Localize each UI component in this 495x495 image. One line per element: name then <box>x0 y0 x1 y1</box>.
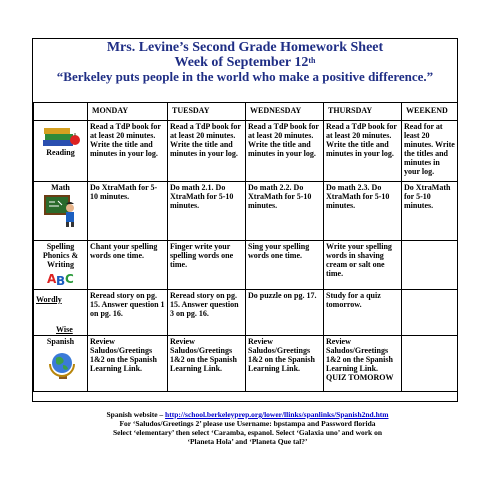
column-header-monday: MONDAY <box>88 103 168 121</box>
cell-spelling-weekend <box>402 241 458 290</box>
subject-label: Math <box>51 183 70 192</box>
cell-reading-thursday: Read a TdP book for at least 20 minutes. Write the title and minutes in your log. <box>324 121 402 182</box>
school-motto: “Berkeley puts people in the world who make a positive difference.” <box>56 69 434 84</box>
svg-text:C: C <box>64 272 74 286</box>
subject-cell-spelling <box>34 241 88 290</box>
cell-reading-tuesday: Read a TdP book for at least 20 minutes. Write the title and minutes in your log. <box>168 121 246 182</box>
abc-blocks-icon <box>46 271 76 287</box>
subject-label: Reading <box>46 148 75 157</box>
footer-line-1 <box>20 410 475 419</box>
cell-reading-weekend: Read for at least 20 minutes. Write the titles and minutes in your log. <box>402 121 458 182</box>
title-block <box>33 39 457 101</box>
week-suffix: th <box>308 56 316 65</box>
subject-cell-spanish <box>34 336 88 392</box>
cell-spanish-tuesday: Review Saludos/Greetings 1&2 on the Spanish Learning Link. <box>168 336 246 392</box>
column-header-weekend: WEEKEND <box>402 103 458 121</box>
homework-sheet <box>32 38 458 402</box>
cell-spelling-tuesday: Finger write your spelling words one time. <box>168 241 246 290</box>
week-line <box>33 55 457 70</box>
subject-cell-reading <box>34 121 88 182</box>
wise-label: Wise <box>56 325 73 334</box>
wordly-label: Wordly <box>36 295 62 304</box>
subject-cell-math <box>34 182 88 241</box>
cell-spanish-weekend <box>402 336 458 392</box>
cell-wordly-thursday: Study for a quiz tomorrow. <box>324 290 402 336</box>
cell-spelling-monday: Chant your spelling words one time. <box>88 241 168 290</box>
cell-math-wednesday: Do math 2.2. Do XtraMath for 5-10 minutes. <box>246 182 324 241</box>
column-header-thursday: THURSDAY <box>324 103 402 121</box>
footer-line-3: Select ‘elementary’ then select ‘Caramba, espanol. Select ‘Galaxia uno’ and work on <box>112 428 383 437</box>
books-apple-icon <box>41 124 81 148</box>
page-title: Mrs. Levine’s Second Grade Homework Sheet <box>106 40 384 55</box>
table-row-reading <box>34 121 458 182</box>
column-header-tuesday: TUESDAY <box>168 103 246 121</box>
cell-math-thursday: Do math 2.3. Do XtraMath for 5-10 minutes. <box>324 182 402 241</box>
header-row <box>34 103 458 121</box>
column-header-wednesday: WEDNESDAY <box>246 103 324 121</box>
globe-icon <box>45 348 77 380</box>
cell-wordly-wednesday: Do puzzle on pg. 17. <box>246 290 324 336</box>
cell-math-tuesday: Do math 2.1. Do XtraMath for 5-10 minutes. <box>168 182 246 241</box>
cell-wordly-weekend <box>402 290 458 336</box>
footer-notes <box>20 410 475 446</box>
svg-text:A: A <box>46 272 56 286</box>
cell-spelling-wednesday: Sing your spelling words one time. <box>246 241 324 290</box>
cell-reading-wednesday: Read a TdP book for at least 20 minutes. Write the title and minutes in your log. <box>246 121 324 182</box>
subject-label: Spelling Phonics & Writing <box>42 242 79 269</box>
cell-spanish-thursday: Review Saludos/Greetings 1&2 on the Spanish Learning Link. QUIZ TOMOROW <box>324 336 402 392</box>
subject-label: Spanish <box>46 337 75 346</box>
table-row-math <box>34 182 458 241</box>
column-header-blank <box>34 103 88 121</box>
spanish-website-link[interactable]: http://school.berkeleyprep.org/lower/llinks/spanlinks/Spanish2nd.htm <box>165 410 389 419</box>
cell-math-weekend: Do XtraMath for 5-10 minutes. <box>402 182 458 241</box>
footer-line-4: ‘Planeta Hola’ and ‘Planeta Que tal?’ <box>187 437 308 446</box>
table-row-wordly-wise <box>34 290 458 336</box>
homework-table <box>33 102 458 392</box>
footer-prefix: Spanish website – <box>106 410 166 419</box>
subject-cell-wordly-wise <box>34 290 88 336</box>
cell-wordly-monday: Reread story on pg. 15. Answer question 1 on pg. 16. <box>88 290 168 336</box>
teacher-chalkboard-icon <box>44 194 78 228</box>
table-row-spanish <box>34 336 458 392</box>
week-text: Week of September 12 <box>174 55 309 70</box>
table-row-spelling <box>34 241 458 290</box>
svg-text:B: B <box>55 274 65 287</box>
cell-math-monday: Do XtraMath for 5-10 minutes. <box>88 182 168 241</box>
cell-spanish-monday: Review Saludos/Greetings 1&2 on the Spanish Learning Link. <box>88 336 168 392</box>
cell-spanish-wednesday: Review Saludos/Greetings 1&2 on the Spanish Learning Link. <box>246 336 324 392</box>
cell-reading-monday: Read a TdP book for at least 20 minutes. Write the title and minutes in your log. <box>88 121 168 182</box>
wordly-wise-label <box>36 291 85 334</box>
footer-line-2: For ‘Saludos/Greetings 2’ please use Username: bpstampa and Password florida <box>119 419 376 428</box>
cell-wordly-tuesday: Reread story on pg. 15. Answer question 3 on pg. 16. <box>168 290 246 336</box>
cell-spelling-thursday: Write your spelling words in shaving cream or salt one time. <box>324 241 402 290</box>
